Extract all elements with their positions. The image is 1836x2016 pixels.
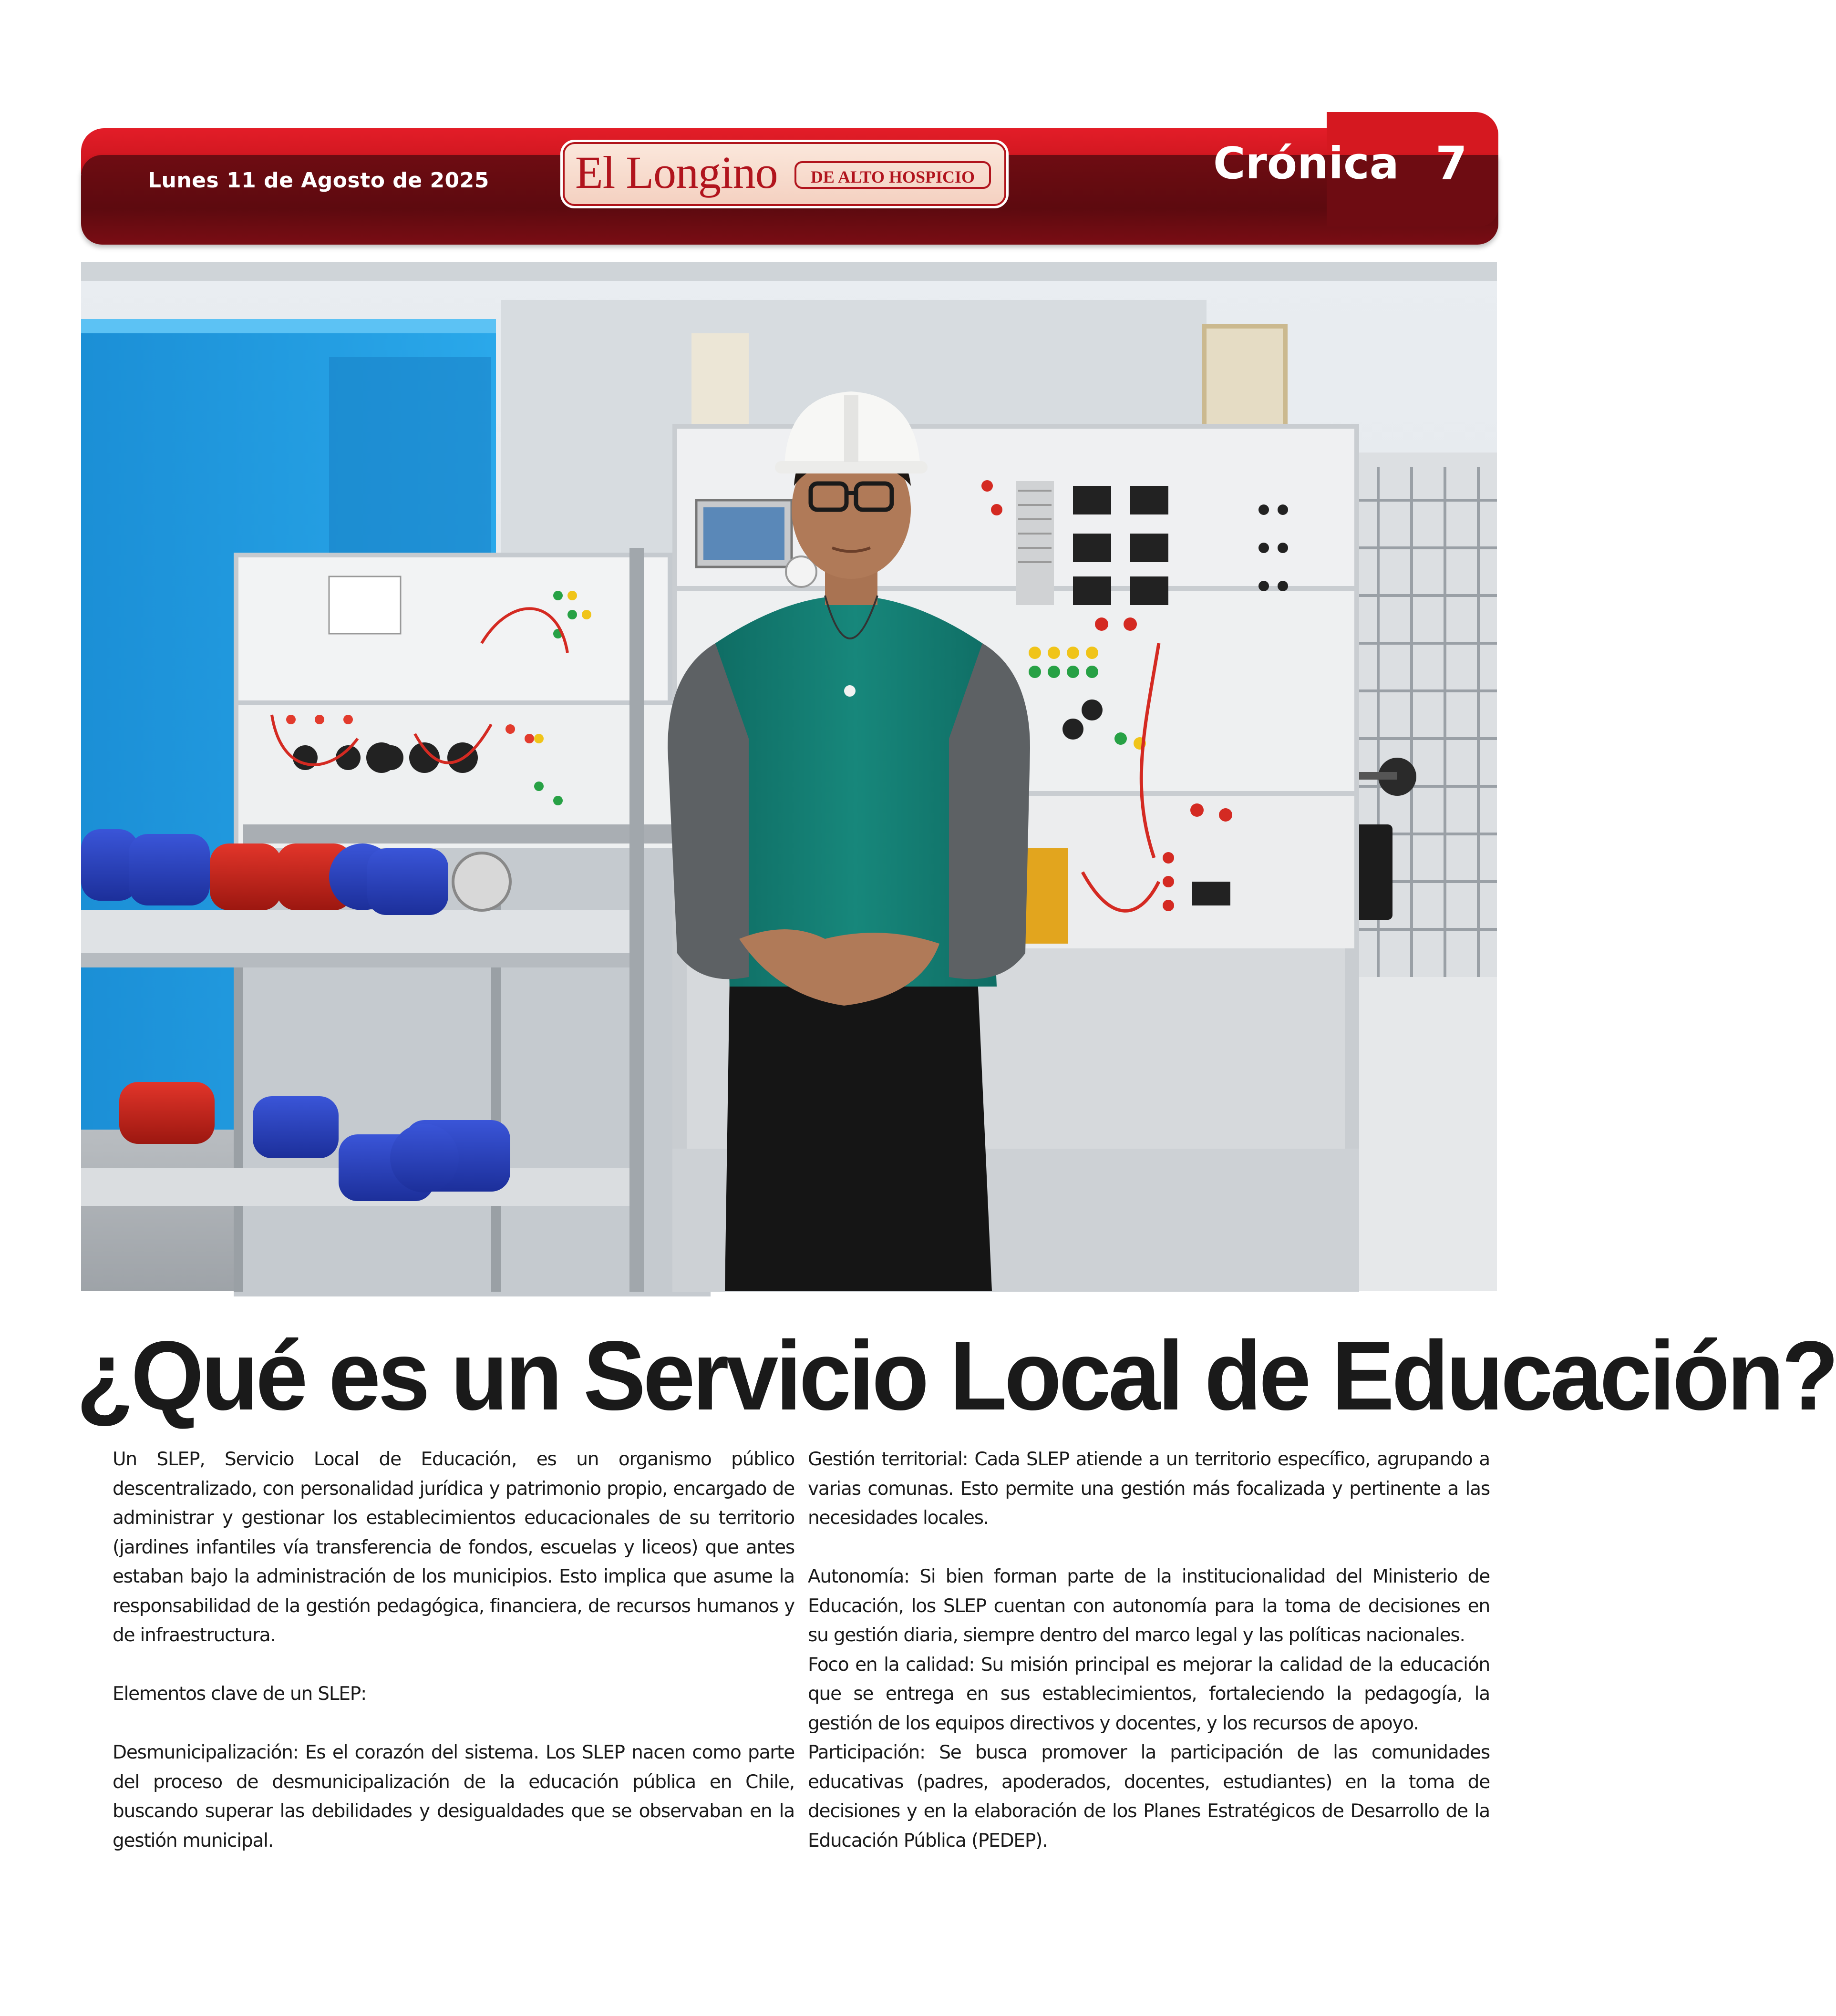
logo-tag: DE ALTO HOSPICIO: [794, 161, 991, 189]
paragraph: Elementos clave de un SLEP:: [113, 1683, 367, 1705]
article-photo: [81, 262, 1497, 1291]
article-column-left: [113, 1445, 794, 1855]
page-number: 7: [1435, 137, 1467, 190]
logo-name: El Longino: [575, 147, 778, 198]
page-header: [81, 112, 1498, 245]
paragraph: Autonomía: Si bien forman parte de la institucionalidad del Ministerio de Educación, los SLEP cuentan con autonomía para la toma de decisiones en su gestión diaria, siempre dentro del marco legal y las políticas nacionales.: [808, 1566, 1490, 1646]
issue-date: Lunes 11 de Agosto de 2025: [148, 168, 489, 193]
paragraph: Un SLEP, Servicio Local de Educación, es un organismo público descentralizado, con personalidad jurídica y patrimonio propio, encargado de administrar y gestionar los establecimientos educacionales de su territorio (jardines infantiles vía transferencia de fondos, escuelas y liceos) que antes estaban bajo la administración de los municipios. Esto implica que asume la responsabilidad de la gestión pedagógica, financiera, de recursos humanos y de infraestructura.: [113, 1449, 794, 1646]
paragraph: Desmunicipalización: Es el corazón del sistema. Los SLEP nacen como parte del proceso de desmunicipalización de la educación pública en Chile, buscando superar las debilidades y desigualdades que se observaban en la gestión municipal.: [113, 1742, 794, 1851]
article-headline: ¿Qué es un Servicio Local de Educación?: [76, 1321, 1836, 1430]
paragraph: Foco en la calidad: Su misión principal es mejorar la calidad de la educación que se entrega en sus establecimientos, fortaleciendo la pedagogía, la gestión de los equipos directivos y docentes, y los recursos de apoyo.: [808, 1654, 1490, 1734]
article-column-right: [808, 1445, 1490, 1855]
photo-illustration: [81, 262, 1497, 1291]
newspaper-logo: [560, 140, 1009, 208]
paragraph: Participación: Se busca promover la participación de las comunidades educativas (padres, apoderados, docentes, estudiantes) en la toma de decisiones y en la elaboración de los Planes Estratégicos de Desarrollo de la Educación Pública (PEDEP).: [808, 1742, 1490, 1851]
paragraph: Gestión territorial: Cada SLEP atiende a un territorio específico, agrupando a varias comunas. Esto permite una gestión más focalizada y pertinente a las necesidades locales.: [808, 1449, 1490, 1529]
section-name: Crónica: [1213, 138, 1399, 189]
